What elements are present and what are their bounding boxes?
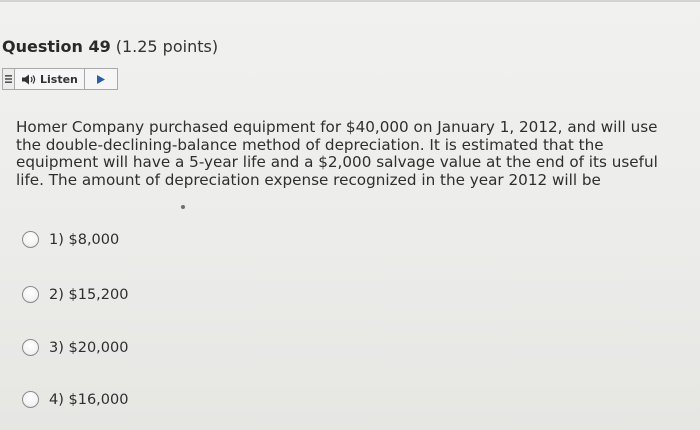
speaker-icon <box>22 70 37 89</box>
listen-label: Listen <box>40 72 78 86</box>
answer-option-3[interactable] <box>22 339 128 356</box>
play-icon <box>97 75 105 84</box>
radio-button[interactable] <box>22 391 39 408</box>
answer-option-2[interactable] <box>22 286 128 303</box>
radio-button[interactable] <box>22 286 39 303</box>
play-button[interactable] <box>85 69 117 89</box>
listen-toolbar <box>2 68 118 90</box>
top-divider <box>0 0 700 2</box>
question-prompt: Homer Company purchased equipment for $40,000 on January 1, 2012, and will use the double-declining-balance method of depreciation. It is estimated that the equipment will have a 5-year life and a $2,000 salvage value at the end of its useful life. The amount of depreciation expense recognized in the year 2012 will be <box>16 118 658 189</box>
answer-label: 1) $8,000 <box>49 231 120 248</box>
answer-option-4[interactable] <box>22 391 128 408</box>
question-header <box>2 37 218 56</box>
answer-option-1[interactable] <box>22 231 119 248</box>
radio-button[interactable] <box>22 339 39 356</box>
answer-label: 2) $15,200 <box>49 286 129 303</box>
question-title: Question 49 <box>2 37 111 56</box>
question-points: (1.25 points) <box>115 37 219 56</box>
menu-icon[interactable] <box>3 69 15 89</box>
answer-label: 4) $16,000 <box>49 391 129 408</box>
stray-mark <box>181 205 185 209</box>
listen-button[interactable] <box>15 69 85 89</box>
answer-label: 3) $20,000 <box>49 339 129 356</box>
radio-button[interactable] <box>22 231 39 248</box>
